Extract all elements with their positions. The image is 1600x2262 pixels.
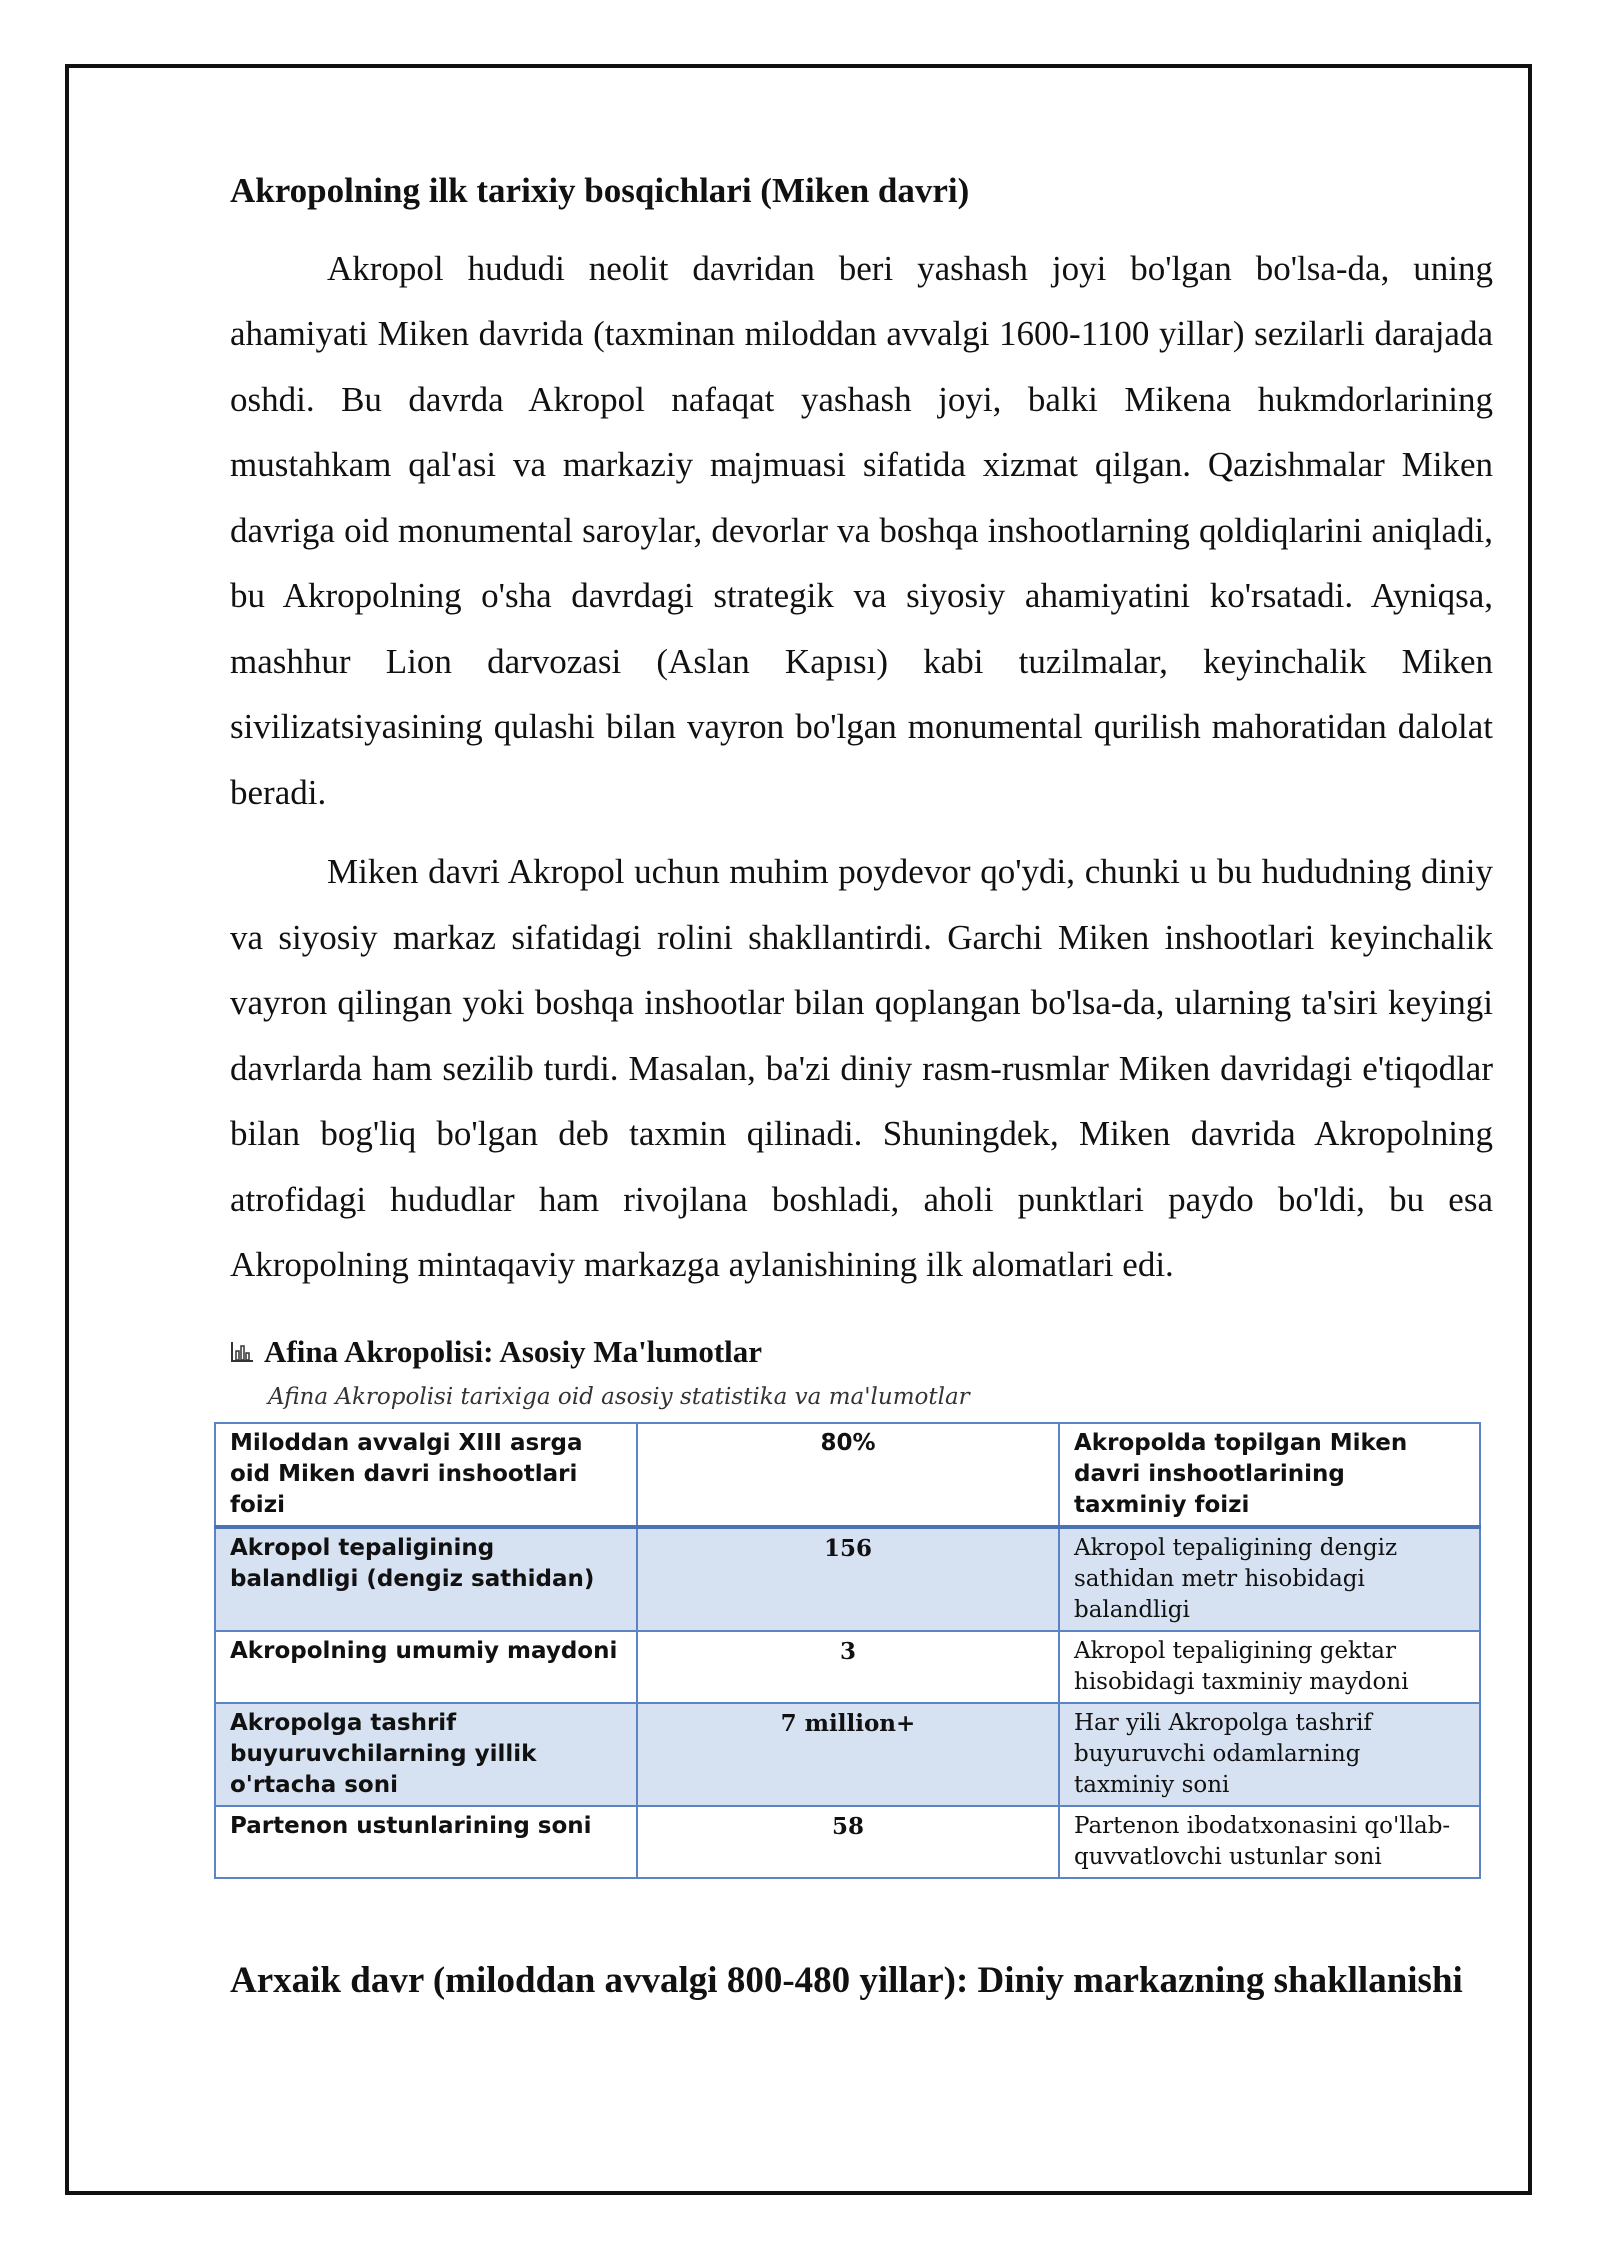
row-value: 3 [637,1631,1059,1703]
row-value: 156 [637,1527,1059,1631]
table-caption: Afina Akropolisi tarixiga oid asosiy statistika va ma'lumotlar [268,1383,970,1410]
table-row [215,1703,1480,1806]
table-row [215,1423,1480,1527]
table-row [215,1527,1480,1631]
row-note: Har yili Akropolga tashrif buyuruvchi odamlarning taxminiy soni [1059,1703,1480,1806]
paragraph: Akropol hududi neolit davridan beri yashash joyi bo'lgan bo'lsa-da, uning ahamiyati Miken davrida (taxminan miloddan avvalgi 1600-1100 yillar) sezilarli darajada oshdi. Bu davrda Akropol nafaqat yashash joyi, balki Mikena hukmdorlarining mustahkam qal'asi va markaziy majmuasi sifatida xizmat qilgan. Qazishmalar Miken davriga oid monumental saroylar, devorlar va boshqa inshootlarning qoldiqlarini aniqladi, bu Akropolning o'sha davrdagi strategik va siyosiy ahamiyatini ko'rsatadi. Ayniqsa, mashhur Lion darvozasi (Aslan Kapısı) kabi tuzilmalar, keyinchalik Miken sivilizatsiyasining qulashi bilan vayron bo'lgan monumental qurilish mahoratidan dalolat beradi. [230,248,1493,812]
row-value: 80% [637,1423,1059,1527]
table-title [230,1332,1493,1372]
row-label: Akropol tepaligining balandligi (dengiz sathidan) [215,1527,637,1631]
row-note: Akropol tepaligining gektar hisobidagi taxminiy maydoni [1059,1631,1480,1703]
row-value: 7 million+ [637,1703,1059,1806]
row-label: Akropolning umumiy maydoni [215,1631,637,1703]
row-note: Partenon ibodatxonasini qo'llab-quvvatlovchi ustunlar soni [1059,1806,1480,1878]
document-content [230,168,1493,2005]
row-note: Akropol tepaligining dengiz sathidan metr hisobidagi balandligi [1059,1527,1480,1631]
table-title-text: Afina Akropolisi: Asosiy Ma'lumotlar [264,1333,763,1369]
facts-table [214,1422,1481,1879]
row-value: 58 [637,1806,1059,1878]
paragraph: Miken davri Akropol uchun muhim poydevor qo'ydi, chunki u bu hududning diniy va siyosiy markaz sifatidagi rolini shakllantirdi. Garchi Miken inshootlari keyinchalik vayron qilingan yoki boshqa inshootlar bilan qoplangan bo'lsa-da, ularning ta'siri keyingi davrlarda ham sezilib turdi. Masalan, ba'zi diniy rasm-rusmlar Miken davridagi e'tiqodlar bilan bog'liq bo'lgan deb taxmin qilinadi. Shuningdek, Miken davrida Akropolning atrofidagi hududlar ham rivojlana boshladi, aholi punktlari paydo bo'ldi, bu esa Akropolning mintaqaviy markazga aylanishining ilk alomatlari edi. [230,852,1493,1284]
row-label: Miloddan avvalgi XIII asrga oid Miken davri inshootlari foizi [215,1423,637,1527]
facts-table-block [230,1332,1493,1879]
row-label: Akropolga tashrif buyuruvchilarning yillik o'rtacha soni [215,1703,637,1806]
row-label: Partenon ustunlarining soni [215,1806,637,1878]
row-note: Akropolda topilgan Miken davri inshootlarining taxminiy foizi [1059,1423,1480,1527]
section-heading-mycenaean: Akropolning ilk tarixiy bosqichlari (Miken davri) [230,171,970,210]
table-row [215,1631,1480,1703]
bar-chart-icon [230,1341,254,1363]
table-row [215,1806,1480,1878]
section-heading-archaic: Arxaik davr (miloddan avvalgi 800-480 yillar): Diniy markazning shakllanishi [230,1959,1463,2001]
